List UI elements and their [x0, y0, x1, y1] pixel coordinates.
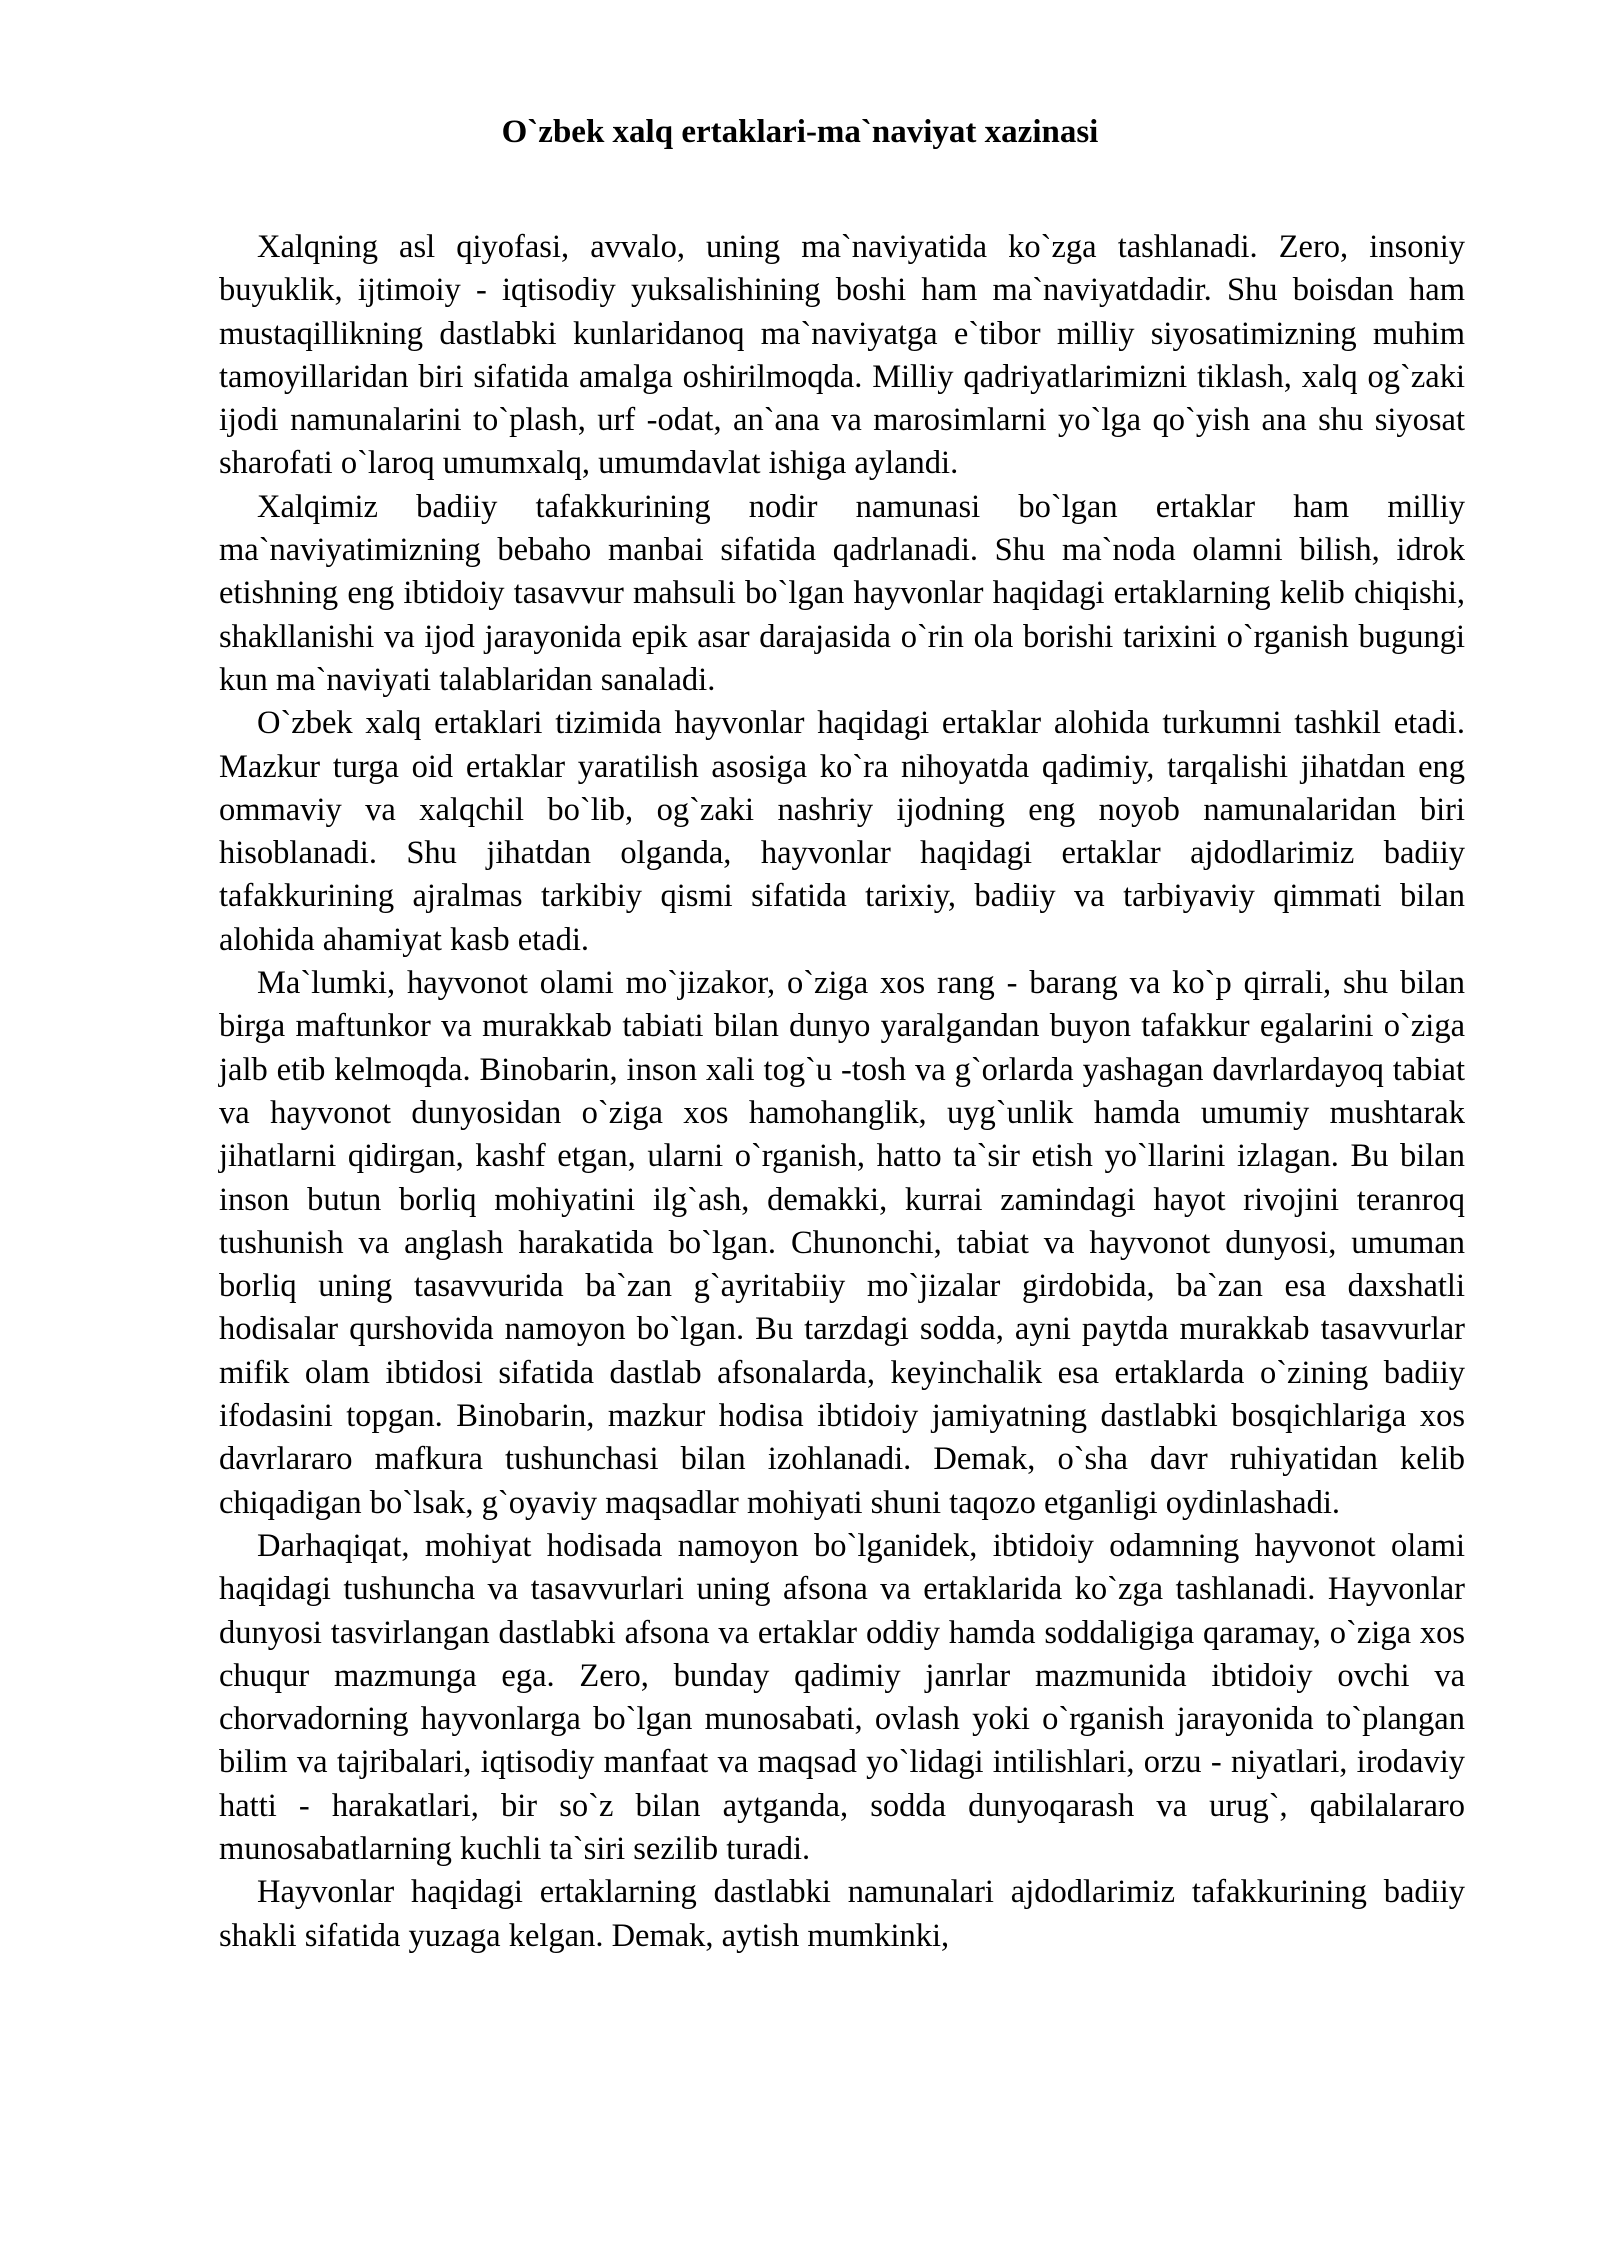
paragraph: Xalqning asl qiyofasi, avvalo, uning ma`naviyatida ko`zga tashlanadi. Zero, insoniy buyuklik, ijtimoiy - iqtisodiy yuksalishining boshi ham ma`naviyatdadir. Shu boisdan ham mustaqillikning dastlabki kunlaridanoq ma`naviyatga e`tibor milliy siyosatimizning muhim tamoyillaridan biri sifatida amalga oshirilmoqda. Milliy qadriyatlarimizni tiklash, xalq og`zaki ijodi namunalarini to`plash, urf -odat, an`ana va marosimlarni yo`lga qo`yish ana shu siyosat sharofati o`laroq umumxalq, umumdavlat ishiga aylandi. — [219, 229, 1465, 482]
paragraph: Hayvonlar haqidagi ertaklarning dastlabki namunalari ajdodlarimiz tafakkurining badiiy shakli sifatida yuzaga kelgan. Demak, aytish mumkinki, — [219, 1874, 1465, 1954]
paragraph: Darhaqiqat, mohiyat hodisada namoyon bo`lganidek, ibtidoiy odamning hayvonot olami haqidagi tushuncha va tasavvurlari uning afsona va ertaklarida ko`zga tashlanadi. Hayvonlar dunyosi tasvirlangan dastlabki afsona va ertaklar oddiy hamda soddaligiga qaramay, o`ziga xos chuqur mazmunga ega. Zero, bunday qadimiy janrlar mazmunida ibtidoiy ovchi va chorvadorning hayvonlarga bo`lgan munosabati, ovlash yoki o`rganish jarayonida to`plangan bilim va tajribalari, iqtisodiy manfaat va maqsad yo`lidagi intilishlari, orzu - niyatlari, irodaviy hatti - harakatlari, bir so`z bilan aytganda, sodda dunyoqarash va urug`, qabilalararo munosabatlarning kuchli ta`siri sezilib turadi. — [219, 1527, 1465, 1867]
paragraph: Ma`lumki, hayvonot olami mo`jizakor, o`ziga xos rang - barang va ko`p qirrali, shu bilan birga maftunkor va murakkab tabiati bilan dunyo yaralgandan buyon tafakkur egalarini o`ziga jalb etib kelmoqda. Binobarin, inson xali tog`u -tosh va g`orlarda yashagan davrlardayoq tabiat va hayvonot dunyosidan o`ziga xos hamohanglik, uyg`unlik hamda umumiy mushtarak jihatlarni qidirgan, kashf etgan, ularni o`rganish, hatto ta`sir etish yo`llarini izlagan. Bu bilan inson butun borliq mohiyatini ilg`ash, demakki, kurrai zamindagi hayot rivojini teranroq tushunish va anglash harakatida bo`lgan. Chunonchi, tabiat va hayvonot dunyosi, umuman borliq uning tasavvurida ba`zan g`ayritabiiy mo`jizalar girdobida, ba`zan esa daxshatli hodisalar qurshovida namoyon bo`lgan. Bu tarzdagi sodda, ayni paytda murakkab tasavvurlar mifik olam ibtidosi sifatida dastlab afsonalarda, keyinchalik esa ertaklarda o`zining badiiy ifodasini topgan. Binobarin, mazkur hodisa ibtidoiy jamiyatning dastlabki bosqichlariga xos davrlararo mafkura tushunchasi bilan izohlanadi. Demak, o`sha davr ruhiyatidan kelib chiqadigan bo`lsak, g`oyaviy maqsadlar mohiyati shuni taqozo etganligi oydinlashadi. — [219, 965, 1465, 1521]
paragraph: O`zbek xalq ertaklari tizimida hayvonlar haqidagi ertaklar alohida turkumni tashkil etadi. Mazkur turga oid ertaklar yaratilish asosiga ko`ra nihoyatda qadimiy, tarqalishi jihatdan eng ommaviy va xalqchil bo`lib, og`zaki nashriy ijodning eng noyob namunalaridan biri hisoblanadi. Shu jihatdan olganda, hayvonlar haqidagi ertaklar ajdodlarimiz badiiy tafakkurining ajralmas tarkibiy qismi sifatida tarixiy, badiiy va tarbiyaviy qimmati bilan alohida ahamiyat kasb etadi. — [219, 705, 1465, 958]
document-body — [219, 226, 1465, 1958]
paragraph: Xalqimiz badiiy tafakkurining nodir namunasi bo`lgan ertaklar ham milliy ma`naviyatimizning bebaho manbai sifatida qadrlanadi. Shu ma`noda olamni bilish, idrok etishning eng ibtidoiy tasavvur mahsuli bo`lgan hayvonlar haqidagi ertaklarning kelib chiqishi, shakllanishi va ijod jarayonida epik asar darajasida o`rin ola borishi tarixini o`rganish bugungi kun ma`naviyati talablaridan sanaladi. — [219, 488, 1465, 698]
document-title: O`zbek xalq ertaklari-ma`naviyat xazinasi — [501, 114, 1099, 150]
